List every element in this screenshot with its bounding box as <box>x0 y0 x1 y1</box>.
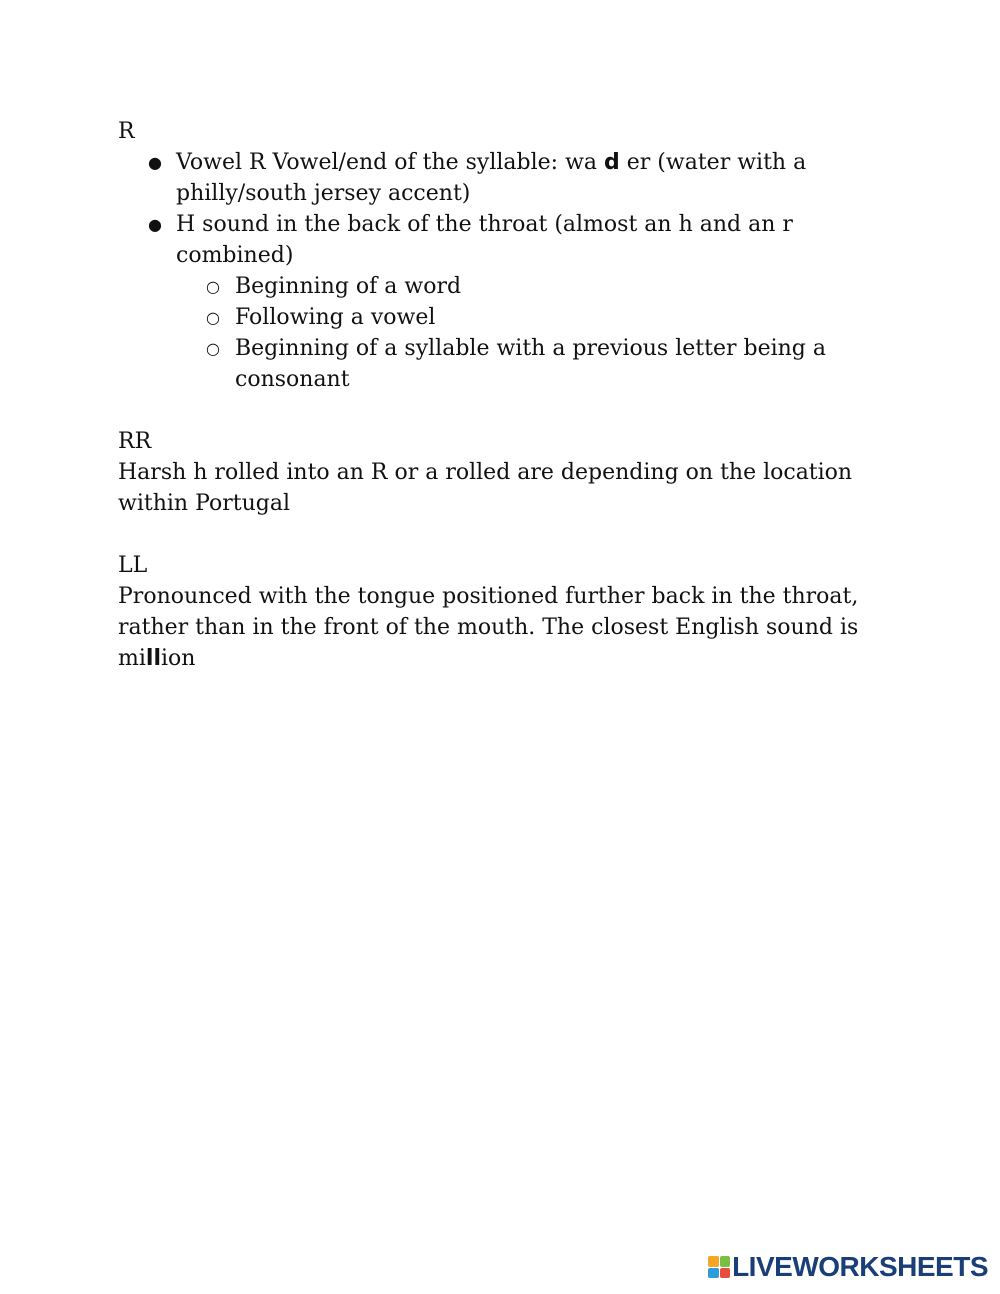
bold-letters: ll <box>145 646 161 671</box>
list-item-text-start: Vowel R Vowel/end of the syllable: wa <box>176 150 605 175</box>
sub-list-item <box>206 302 878 333</box>
sub-list-item <box>206 271 878 302</box>
bullet-hollow-icon: ○ <box>206 277 220 296</box>
logo-square <box>720 1268 731 1279</box>
bullet-list-r <box>118 147 878 395</box>
bullet-filled-icon: ● <box>148 153 162 172</box>
logo-square <box>720 1256 731 1267</box>
logo-square <box>708 1268 719 1279</box>
logo-square <box>708 1256 719 1267</box>
bullet-hollow-icon: ○ <box>206 308 220 327</box>
section-text-ll-end: ion <box>161 646 196 671</box>
section-heading-r: R <box>118 119 135 144</box>
liveworksheets-logo <box>708 1252 988 1282</box>
logo-text: LIVEWORKSHEETS <box>732 1251 988 1282</box>
list-item <box>148 209 878 395</box>
bullet-filled-icon: ● <box>148 215 162 234</box>
bullet-hollow-icon: ○ <box>206 339 220 358</box>
spacer <box>118 395 878 426</box>
sub-list-item-text: Following a vowel <box>235 305 436 330</box>
list-item <box>148 147 878 209</box>
section-heading-rr: RR <box>118 429 152 454</box>
section-text-ll <box>118 581 878 674</box>
sub-list-item-text: Beginning of a syllable with a previous letter being a consonant <box>235 336 826 392</box>
section-text-rr: Harsh h rolled into an R or a rolled are depending on the location within Portugal <box>118 460 853 516</box>
logo-mark-icon <box>708 1256 730 1278</box>
spacer <box>118 519 878 550</box>
document-body <box>118 116 878 674</box>
bold-letter: d <box>604 150 620 175</box>
sub-list-item-text: Beginning of a word <box>235 274 462 299</box>
sub-list-item <box>206 333 878 395</box>
list-item-text: H sound in the back of the throat (almost an h and an r combined) <box>176 212 793 268</box>
section-text-ll-start: Pronounced with the tongue positioned further back in the throat, rather than in the front of the mouth. The closest English sound is mi <box>118 584 859 671</box>
section-heading-ll: LL <box>118 553 148 578</box>
list-item-text-end: er (water with a philly/south jersey accent) <box>176 150 807 206</box>
sub-bullet-list <box>176 271 878 395</box>
